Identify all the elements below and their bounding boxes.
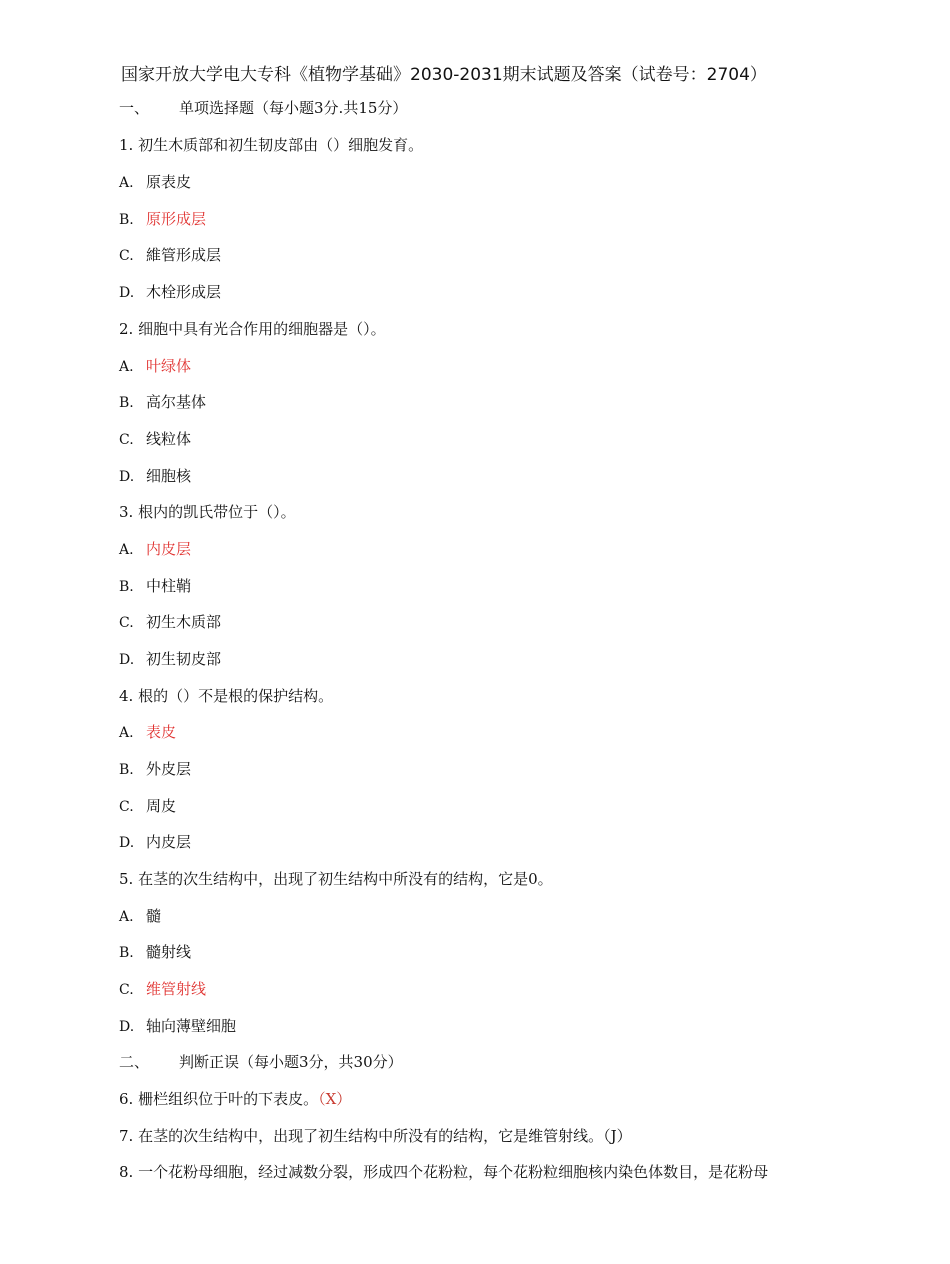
option-3a-answer: A. 内皮层 (119, 540, 192, 558)
option-2c: C. 线粒体 (119, 430, 192, 448)
question-1: 1. 初生木质部和初生韧皮部由（）细胞发育。 (119, 136, 424, 154)
question-4: 4. 根的（）不是根的保护结构。 (119, 687, 334, 705)
question-7: 7. 在茎的次生结构中，出现了初生结构中所没有的结构，它是维管射线。（J） (119, 1127, 632, 1145)
answer-mark: （X） (318, 1090, 352, 1108)
option-3d: D. 初生韧皮部 (119, 650, 222, 668)
option-3c: C. 初生木质部 (119, 613, 222, 631)
option-2d: D. 细胞核 (119, 467, 192, 485)
option-4a-answer: A. 表皮 (119, 723, 177, 741)
section-text: 单项选择题（每小题3分.共15分） (179, 99, 408, 117)
option-4b: B. 外皮层 (119, 760, 192, 778)
question-5: 5. 在茎的次生结构中，出现了初生结构中所没有的结构，它是0。 (119, 870, 553, 888)
answer-mark: （J） (603, 1127, 632, 1145)
option-5c-answer: C. 维管射线 (119, 980, 207, 998)
question-8: 8. 一个花粉母细胞，经过减数分裂，形成四个花粉粒，每个花粉粒细胞核内染色体数目，是花粉母 (119, 1163, 769, 1181)
option-3b: B. 中柱鞘 (119, 577, 192, 595)
section-number: 二、 (119, 1053, 150, 1071)
option-1b-answer: B. 原形成层 (119, 210, 207, 228)
option-2a-answer: A. 叶绿体 (119, 357, 192, 375)
option-4d: D. 内皮层 (119, 833, 192, 851)
option-5a: A. 髓 (119, 907, 162, 925)
section-2-heading (119, 1052, 403, 1072)
option-1a: A. 原表皮 (119, 173, 192, 191)
section-text: 判断正误（每小题3分，共30分） (179, 1053, 403, 1071)
option-2b: B. 高尔基体 (119, 393, 207, 411)
question-6: 6. 栅栏组织位于叶的下表皮。（X） (119, 1090, 352, 1108)
option-1c: C. 維管形成层 (119, 246, 222, 264)
section-1-heading (119, 98, 407, 118)
question-2: 2. 细胞中具有光合作用的细胞器是（）。 (119, 320, 386, 338)
option-1d: D. 木栓形成层 (119, 283, 222, 301)
option-5b: B. 髓射线 (119, 943, 192, 961)
exam-title: 国家开放大学电大专科《植物学基础》2030-2031期末试题及答案（试卷号：2704） (121, 65, 767, 85)
option-4c: C. 周皮 (119, 797, 177, 815)
option-5d: D. 轴向薄壁细胞 (119, 1017, 237, 1035)
question-3: 3. 根内的凯氏带位于（）。 (119, 503, 296, 521)
section-number: 一、 (119, 99, 150, 117)
